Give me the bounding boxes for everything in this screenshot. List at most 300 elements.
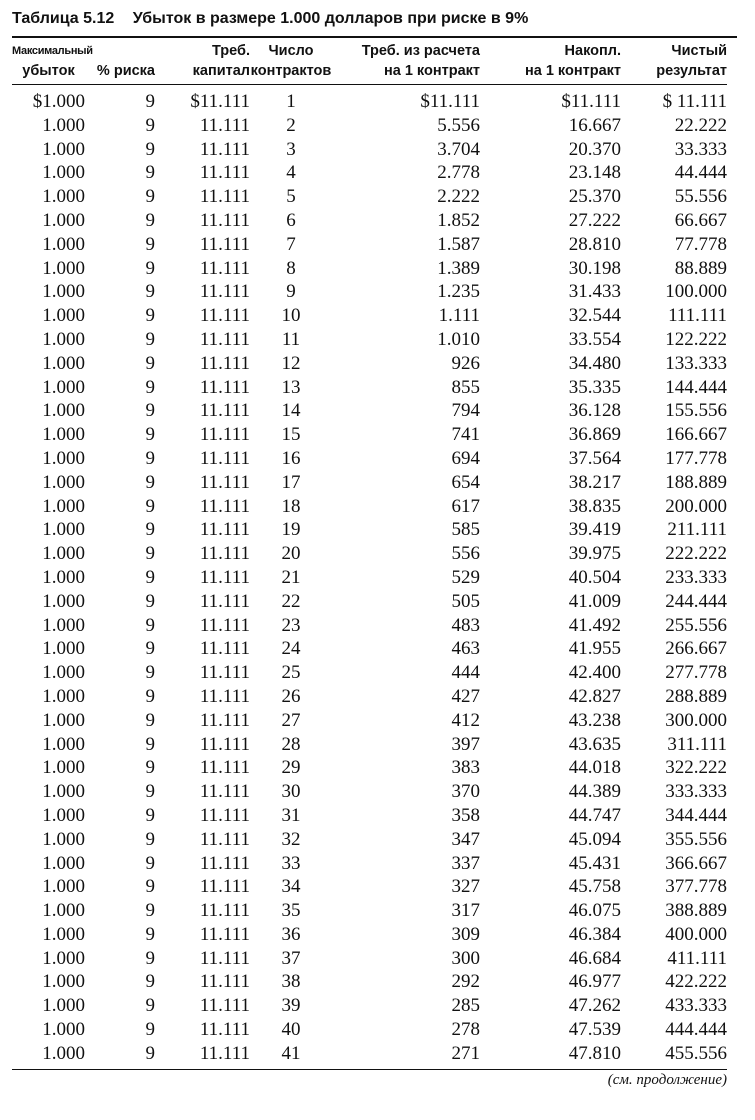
cell-max-loss: 1.000: [42, 733, 85, 755]
cell-required-capital: 11.111: [199, 662, 250, 684]
cell-risk-percent: 9: [145, 590, 155, 612]
cell-net-result: 288.889: [665, 685, 727, 707]
table-row: [12, 399, 727, 423]
cell-required-per-contract: 1.010: [437, 328, 480, 350]
cell-accumulated-per-contract: 36.128: [568, 400, 621, 422]
cell-net-result: 433.333: [665, 995, 727, 1017]
cell-max-loss: 1.000: [42, 495, 85, 517]
cell-risk-percent: 9: [145, 733, 155, 755]
cell-max-loss: 1.000: [42, 876, 85, 898]
cell-accumulated-per-contract: 38.835: [568, 495, 621, 517]
cell-risk-percent: 9: [145, 233, 155, 255]
cell-risk-percent: 9: [145, 519, 155, 541]
cell-contracts: 14: [281, 400, 301, 422]
cell-net-result: 233.333: [665, 566, 727, 588]
cell-max-loss: 1.000: [42, 1019, 85, 1041]
cell-max-loss: 1.000: [42, 995, 85, 1017]
cell-max-loss: 1.000: [42, 305, 85, 327]
cell-net-result: 111.111: [668, 305, 727, 327]
cell-contracts: 20: [281, 543, 301, 565]
cell-required-per-contract: 347: [451, 828, 480, 850]
cell-accumulated-per-contract: 46.684: [568, 947, 621, 969]
bottom-rule: [12, 1069, 727, 1070]
table-page: [12, 8, 737, 1089]
cell-required-per-contract: 412: [451, 709, 480, 731]
cell-net-result: 244.444: [665, 590, 727, 612]
table-row: [12, 161, 727, 185]
cell-required-per-contract: 741: [451, 424, 480, 446]
cell-risk-percent: 9: [145, 828, 155, 850]
cell-required-per-contract: 2.778: [437, 162, 480, 184]
cell-required-per-contract: 926: [451, 352, 480, 374]
cell-required-per-contract: 444: [451, 662, 480, 684]
table-row: [12, 780, 727, 804]
cell-max-loss: 1.000: [42, 662, 85, 684]
header-max-loss: Максимальный убыток: [12, 45, 93, 79]
cell-max-loss: 1.000: [42, 971, 85, 993]
cell-required-capital: 11.111: [199, 424, 250, 446]
header-required-capital: Треб. капитал: [192, 43, 250, 79]
cell-required-capital: 11.111: [199, 400, 250, 422]
table-row: [12, 1018, 727, 1042]
cell-net-result: 200.000: [665, 495, 727, 517]
cell-max-loss: 1.000: [42, 424, 85, 446]
cell-required-per-contract: 309: [451, 923, 480, 945]
cell-risk-percent: 9: [145, 685, 155, 707]
table-row: [12, 233, 727, 257]
cell-accumulated-per-contract: 31.433: [568, 281, 621, 303]
cell-risk-percent: 9: [145, 947, 155, 969]
cell-net-result: 88.889: [674, 257, 727, 279]
cell-net-result: 366.667: [665, 852, 727, 874]
cell-risk-percent: 9: [145, 495, 155, 517]
cell-net-result: 55.556: [674, 186, 727, 208]
cell-risk-percent: 9: [145, 757, 155, 779]
cell-net-result: 388.889: [665, 900, 727, 922]
cell-required-per-contract: 855: [451, 376, 480, 398]
cell-risk-percent: 9: [145, 781, 155, 803]
cell-net-result: 166.667: [665, 424, 727, 446]
cell-net-result: 44.444: [674, 162, 727, 184]
cell-required-per-contract: 483: [451, 614, 480, 636]
cell-required-per-contract: 1.852: [437, 209, 480, 231]
cell-accumulated-per-contract: 38.217: [568, 471, 621, 493]
cell-risk-percent: 9: [145, 471, 155, 493]
cell-accumulated-per-contract: 32.544: [568, 305, 621, 327]
cell-required-capital: 11.111: [199, 852, 250, 874]
table-row: [12, 756, 727, 780]
cell-risk-percent: 9: [145, 971, 155, 993]
cell-required-per-contract: 556: [451, 543, 480, 565]
table-row: [12, 661, 727, 685]
cell-required-capital: 11.111: [199, 757, 250, 779]
header-risk-percent: % риска: [96, 63, 155, 79]
cell-accumulated-per-contract: 30.198: [568, 257, 621, 279]
table-row: [12, 471, 727, 495]
table-row: [12, 828, 727, 852]
cell-contracts: 18: [281, 495, 301, 517]
cell-net-result: 155.556: [665, 400, 727, 422]
cell-risk-percent: 9: [145, 114, 155, 136]
cell-net-result: 455.556: [665, 1042, 727, 1064]
cell-accumulated-per-contract: 23.148: [568, 162, 621, 184]
cell-required-capital: 11.111: [199, 233, 250, 255]
cell-accumulated-per-contract: 45.431: [568, 852, 621, 874]
table-row: [12, 685, 727, 709]
table-row: [12, 423, 727, 447]
table-row: [12, 518, 727, 542]
header-contracts: Число контрактов: [250, 43, 332, 79]
cell-required-per-contract: 271: [451, 1042, 480, 1064]
cell-required-capital: 11.111: [199, 257, 250, 279]
cell-required-per-contract: 337: [451, 852, 480, 874]
cell-max-loss: 1.000: [42, 400, 85, 422]
cell-net-result: 277.778: [665, 662, 727, 684]
table-row: [12, 899, 727, 923]
cell-required-per-contract: 427: [451, 685, 480, 707]
cell-required-capital: 11.111: [199, 828, 250, 850]
cell-contracts: 15: [281, 424, 301, 446]
cell-contracts: 11: [281, 328, 301, 350]
cell-contracts: 17: [281, 471, 301, 493]
cell-required-capital: 11.111: [199, 1042, 250, 1064]
cell-required-per-contract: 694: [451, 447, 480, 469]
cell-required-per-contract: 358: [451, 804, 480, 826]
table-title: Убыток в размере 1.000 долларов при риске в 9%: [132, 10, 529, 27]
cell-required-per-contract: 292: [451, 971, 480, 993]
cell-risk-percent: 9: [145, 305, 155, 327]
table-row: [12, 923, 727, 947]
cell-accumulated-per-contract: 39.419: [568, 519, 621, 541]
cell-net-result: 222.222: [665, 543, 727, 565]
cell-net-result: 444.444: [665, 1019, 727, 1041]
table-row: [12, 637, 727, 661]
cell-risk-percent: 9: [145, 804, 155, 826]
cell-net-result: $ 11.111: [662, 91, 727, 112]
cell-accumulated-per-contract: 44.747: [568, 804, 621, 826]
cell-contracts: 5: [286, 186, 296, 208]
cell-risk-percent: 9: [145, 328, 155, 350]
cell-max-loss: 1.000: [42, 209, 85, 231]
cell-required-capital: 11.111: [199, 495, 250, 517]
cell-net-result: 255.556: [665, 614, 727, 636]
table-row: [12, 304, 727, 328]
cell-required-capital: 11.111: [199, 900, 250, 922]
cell-contracts: 4: [286, 162, 296, 184]
cell-required-capital: 11.111: [199, 352, 250, 374]
cell-max-loss: 1.000: [42, 709, 85, 731]
cell-required-per-contract: 463: [451, 638, 480, 660]
table-row: [12, 1042, 727, 1066]
cell-max-loss: 1.000: [42, 804, 85, 826]
cell-required-capital: 11.111: [199, 995, 250, 1017]
cell-risk-percent: 9: [145, 424, 155, 446]
cell-accumulated-per-contract: 44.389: [568, 781, 621, 803]
cell-required-per-contract: 285: [451, 995, 480, 1017]
table-row: [12, 280, 727, 304]
cell-required-capital: 11.111: [199, 447, 250, 469]
cell-net-result: 144.444: [665, 376, 727, 398]
cell-accumulated-per-contract: 34.480: [568, 352, 621, 374]
table-row: [12, 114, 727, 138]
cell-max-loss: 1.000: [42, 852, 85, 874]
cell-required-per-contract: 617: [451, 495, 480, 517]
table-row: [12, 495, 727, 519]
cell-risk-percent: 9: [145, 209, 155, 231]
cell-max-loss: 1.000: [42, 114, 85, 136]
table-row: [12, 542, 727, 566]
cell-max-loss: 1.000: [42, 828, 85, 850]
cell-contracts: 29: [281, 757, 301, 779]
cell-net-result: 100.000: [665, 281, 727, 303]
cell-contracts: 22: [281, 590, 301, 612]
cell-risk-percent: 9: [145, 162, 155, 184]
cell-max-loss: $1.000: [32, 91, 85, 112]
cell-net-result: 133.333: [665, 352, 727, 374]
cell-max-loss: 1.000: [42, 1042, 85, 1064]
cell-contracts: 12: [281, 352, 301, 374]
table-row: [12, 209, 727, 233]
cell-contracts: 10: [281, 305, 301, 327]
cell-max-loss: 1.000: [42, 781, 85, 803]
cell-net-result: 355.556: [665, 828, 727, 850]
cell-required-capital: 11.111: [199, 685, 250, 707]
cell-accumulated-per-contract: 47.262: [568, 995, 621, 1017]
continuation-note: (см. продолжение): [607, 1071, 727, 1088]
cell-net-result: 77.778: [674, 233, 727, 255]
cell-net-result: 33.333: [674, 138, 727, 160]
cell-required-capital: 11.111: [199, 471, 250, 493]
cell-required-capital: 11.111: [199, 781, 250, 803]
cell-max-loss: 1.000: [42, 138, 85, 160]
cell-max-loss: 1.000: [42, 614, 85, 636]
cell-accumulated-per-contract: 25.370: [568, 186, 621, 208]
cell-accumulated-per-contract: 33.554: [568, 328, 621, 350]
cell-contracts: 30: [281, 781, 301, 803]
cell-required-per-contract: 1.389: [437, 257, 480, 279]
cell-contracts: 1: [286, 91, 296, 112]
cell-contracts: 16: [281, 447, 301, 469]
table-row: [12, 590, 727, 614]
cell-risk-percent: 9: [145, 352, 155, 374]
cell-max-loss: 1.000: [42, 376, 85, 398]
cell-required-per-contract: 5.556: [437, 114, 480, 136]
cell-required-capital: 11.111: [199, 923, 250, 945]
cell-required-capital: 11.111: [199, 376, 250, 398]
cell-max-loss: 1.000: [42, 352, 85, 374]
cell-max-loss: 1.000: [42, 328, 85, 350]
cell-risk-percent: 9: [145, 662, 155, 684]
cell-contracts: 39: [281, 995, 301, 1017]
cell-risk-percent: 9: [145, 638, 155, 660]
cell-contracts: 37: [281, 947, 301, 969]
cell-contracts: 3: [286, 138, 296, 160]
cell-net-result: 188.889: [665, 471, 727, 493]
cell-required-capital: 11.111: [199, 638, 250, 660]
table-row: [12, 852, 727, 876]
table-row: [12, 614, 727, 638]
cell-accumulated-per-contract: 46.075: [568, 900, 621, 922]
cell-risk-percent: 9: [145, 257, 155, 279]
cell-risk-percent: 9: [145, 566, 155, 588]
cell-risk-percent: 9: [145, 1042, 155, 1064]
table-caption: [12, 8, 737, 32]
cell-required-capital: 11.111: [199, 1019, 250, 1041]
cell-required-capital: 11.111: [199, 138, 250, 160]
cell-net-result: 400.000: [665, 923, 727, 945]
table-body: [12, 90, 727, 1066]
cell-accumulated-per-contract: 37.564: [568, 447, 621, 469]
cell-contracts: 8: [286, 257, 296, 279]
cell-max-loss: 1.000: [42, 257, 85, 279]
cell-risk-percent: 9: [145, 1019, 155, 1041]
cell-max-loss: 1.000: [42, 233, 85, 255]
cell-required-capital: 11.111: [199, 733, 250, 755]
cell-net-result: 122.222: [665, 328, 727, 350]
cell-accumulated-per-contract: 41.955: [568, 638, 621, 660]
cell-required-per-contract: 370: [451, 781, 480, 803]
table-number: Таблица 5.12: [12, 10, 115, 27]
cell-accumulated-per-contract: 41.009: [568, 590, 621, 612]
cell-contracts: 36: [281, 923, 301, 945]
table-row: [12, 709, 727, 733]
cell-required-per-contract: 317: [451, 900, 480, 922]
cell-required-capital: $11.111: [190, 91, 250, 112]
cell-contracts: 25: [281, 662, 301, 684]
table-row: [12, 90, 727, 114]
cell-accumulated-per-contract: $11.111: [561, 91, 621, 112]
cell-max-loss: 1.000: [42, 281, 85, 303]
cell-max-loss: 1.000: [42, 566, 85, 588]
cell-risk-percent: 9: [145, 376, 155, 398]
header-row: [12, 38, 727, 85]
cell-required-per-contract: 1.111: [438, 305, 480, 327]
cell-net-result: 66.667: [674, 209, 727, 231]
table-row: [12, 376, 727, 400]
cell-net-result: 22.222: [674, 114, 727, 136]
cell-required-capital: 11.111: [199, 328, 250, 350]
cell-net-result: 266.667: [665, 638, 727, 660]
cell-risk-percent: 9: [145, 400, 155, 422]
cell-risk-percent: 9: [145, 995, 155, 1017]
cell-accumulated-per-contract: 16.667: [568, 114, 621, 136]
cell-contracts: 28: [281, 733, 301, 755]
cell-contracts: 24: [281, 638, 301, 660]
cell-contracts: 13: [281, 376, 301, 398]
cell-required-per-contract: 794: [451, 400, 480, 422]
cell-risk-percent: 9: [145, 91, 155, 112]
cell-net-result: 311.111: [667, 733, 727, 755]
cell-required-capital: 11.111: [199, 614, 250, 636]
cell-max-loss: 1.000: [42, 543, 85, 565]
cell-contracts: 7: [286, 233, 296, 255]
cell-required-capital: 11.111: [199, 876, 250, 898]
cell-required-per-contract: 383: [451, 757, 480, 779]
cell-required-per-contract: $11.111: [420, 91, 480, 112]
cell-contracts: 40: [281, 1019, 301, 1041]
table-row: [12, 352, 727, 376]
cell-required-per-contract: 585: [451, 519, 480, 541]
cell-required-per-contract: 2.222: [437, 186, 480, 208]
cell-required-capital: 11.111: [199, 543, 250, 565]
cell-net-result: 300.000: [665, 709, 727, 731]
table-row: [12, 566, 727, 590]
cell-required-capital: 11.111: [199, 519, 250, 541]
cell-accumulated-per-contract: 46.384: [568, 923, 621, 945]
table-row: [12, 257, 727, 281]
data-table: [12, 38, 727, 1066]
cell-contracts: 19: [281, 519, 301, 541]
cell-accumulated-per-contract: 47.539: [568, 1019, 621, 1041]
cell-risk-percent: 9: [145, 186, 155, 208]
cell-max-loss: 1.000: [42, 590, 85, 612]
cell-contracts: 35: [281, 900, 301, 922]
table-row: [12, 875, 727, 899]
cell-required-per-contract: 300: [451, 947, 480, 969]
cell-contracts: 21: [281, 566, 301, 588]
cell-required-capital: 11.111: [199, 590, 250, 612]
cell-accumulated-per-contract: 40.504: [568, 566, 621, 588]
cell-contracts: 31: [281, 804, 301, 826]
cell-risk-percent: 9: [145, 852, 155, 874]
cell-required-per-contract: 397: [451, 733, 480, 755]
cell-accumulated-per-contract: 39.975: [568, 543, 621, 565]
table-row: [12, 804, 727, 828]
cell-risk-percent: 9: [145, 281, 155, 303]
table-row: [12, 138, 727, 162]
cell-contracts: 32: [281, 828, 301, 850]
cell-accumulated-per-contract: 43.635: [568, 733, 621, 755]
cell-required-capital: 11.111: [199, 114, 250, 136]
table-row: [12, 970, 727, 994]
cell-contracts: 9: [286, 281, 296, 303]
cell-net-result: 211.111: [667, 519, 727, 541]
cell-net-result: 422.222: [665, 971, 727, 993]
cell-max-loss: 1.000: [42, 186, 85, 208]
cell-required-per-contract: 1.587: [437, 233, 480, 255]
cell-max-loss: 1.000: [42, 162, 85, 184]
cell-required-capital: 11.111: [199, 709, 250, 731]
cell-required-per-contract: 1.235: [437, 281, 480, 303]
table-row: [12, 328, 727, 352]
cell-required-per-contract: 3.704: [437, 138, 480, 160]
cell-net-result: 177.778: [665, 447, 727, 469]
cell-max-loss: 1.000: [42, 923, 85, 945]
cell-contracts: 41: [281, 1042, 301, 1064]
cell-required-capital: 11.111: [199, 804, 250, 826]
cell-accumulated-per-contract: 35.335: [568, 376, 621, 398]
table-row: [12, 947, 727, 971]
cell-risk-percent: 9: [145, 876, 155, 898]
cell-accumulated-per-contract: 27.222: [568, 209, 621, 231]
cell-max-loss: 1.000: [42, 947, 85, 969]
cell-risk-percent: 9: [145, 543, 155, 565]
cell-risk-percent: 9: [145, 614, 155, 636]
cell-accumulated-per-contract: 42.827: [568, 685, 621, 707]
cell-accumulated-per-contract: 45.758: [568, 876, 621, 898]
cell-required-per-contract: 327: [451, 876, 480, 898]
cell-accumulated-per-contract: 36.869: [568, 424, 621, 446]
header-net-result: Чистый результат: [656, 43, 727, 79]
cell-contracts: 27: [281, 709, 301, 731]
cell-contracts: 34: [281, 876, 301, 898]
cell-accumulated-per-contract: 41.492: [568, 614, 621, 636]
cell-accumulated-per-contract: 20.370: [568, 138, 621, 160]
table-row: [12, 733, 727, 757]
cell-accumulated-per-contract: 44.018: [568, 757, 621, 779]
cell-risk-percent: 9: [145, 709, 155, 731]
cell-net-result: 322.222: [665, 757, 727, 779]
